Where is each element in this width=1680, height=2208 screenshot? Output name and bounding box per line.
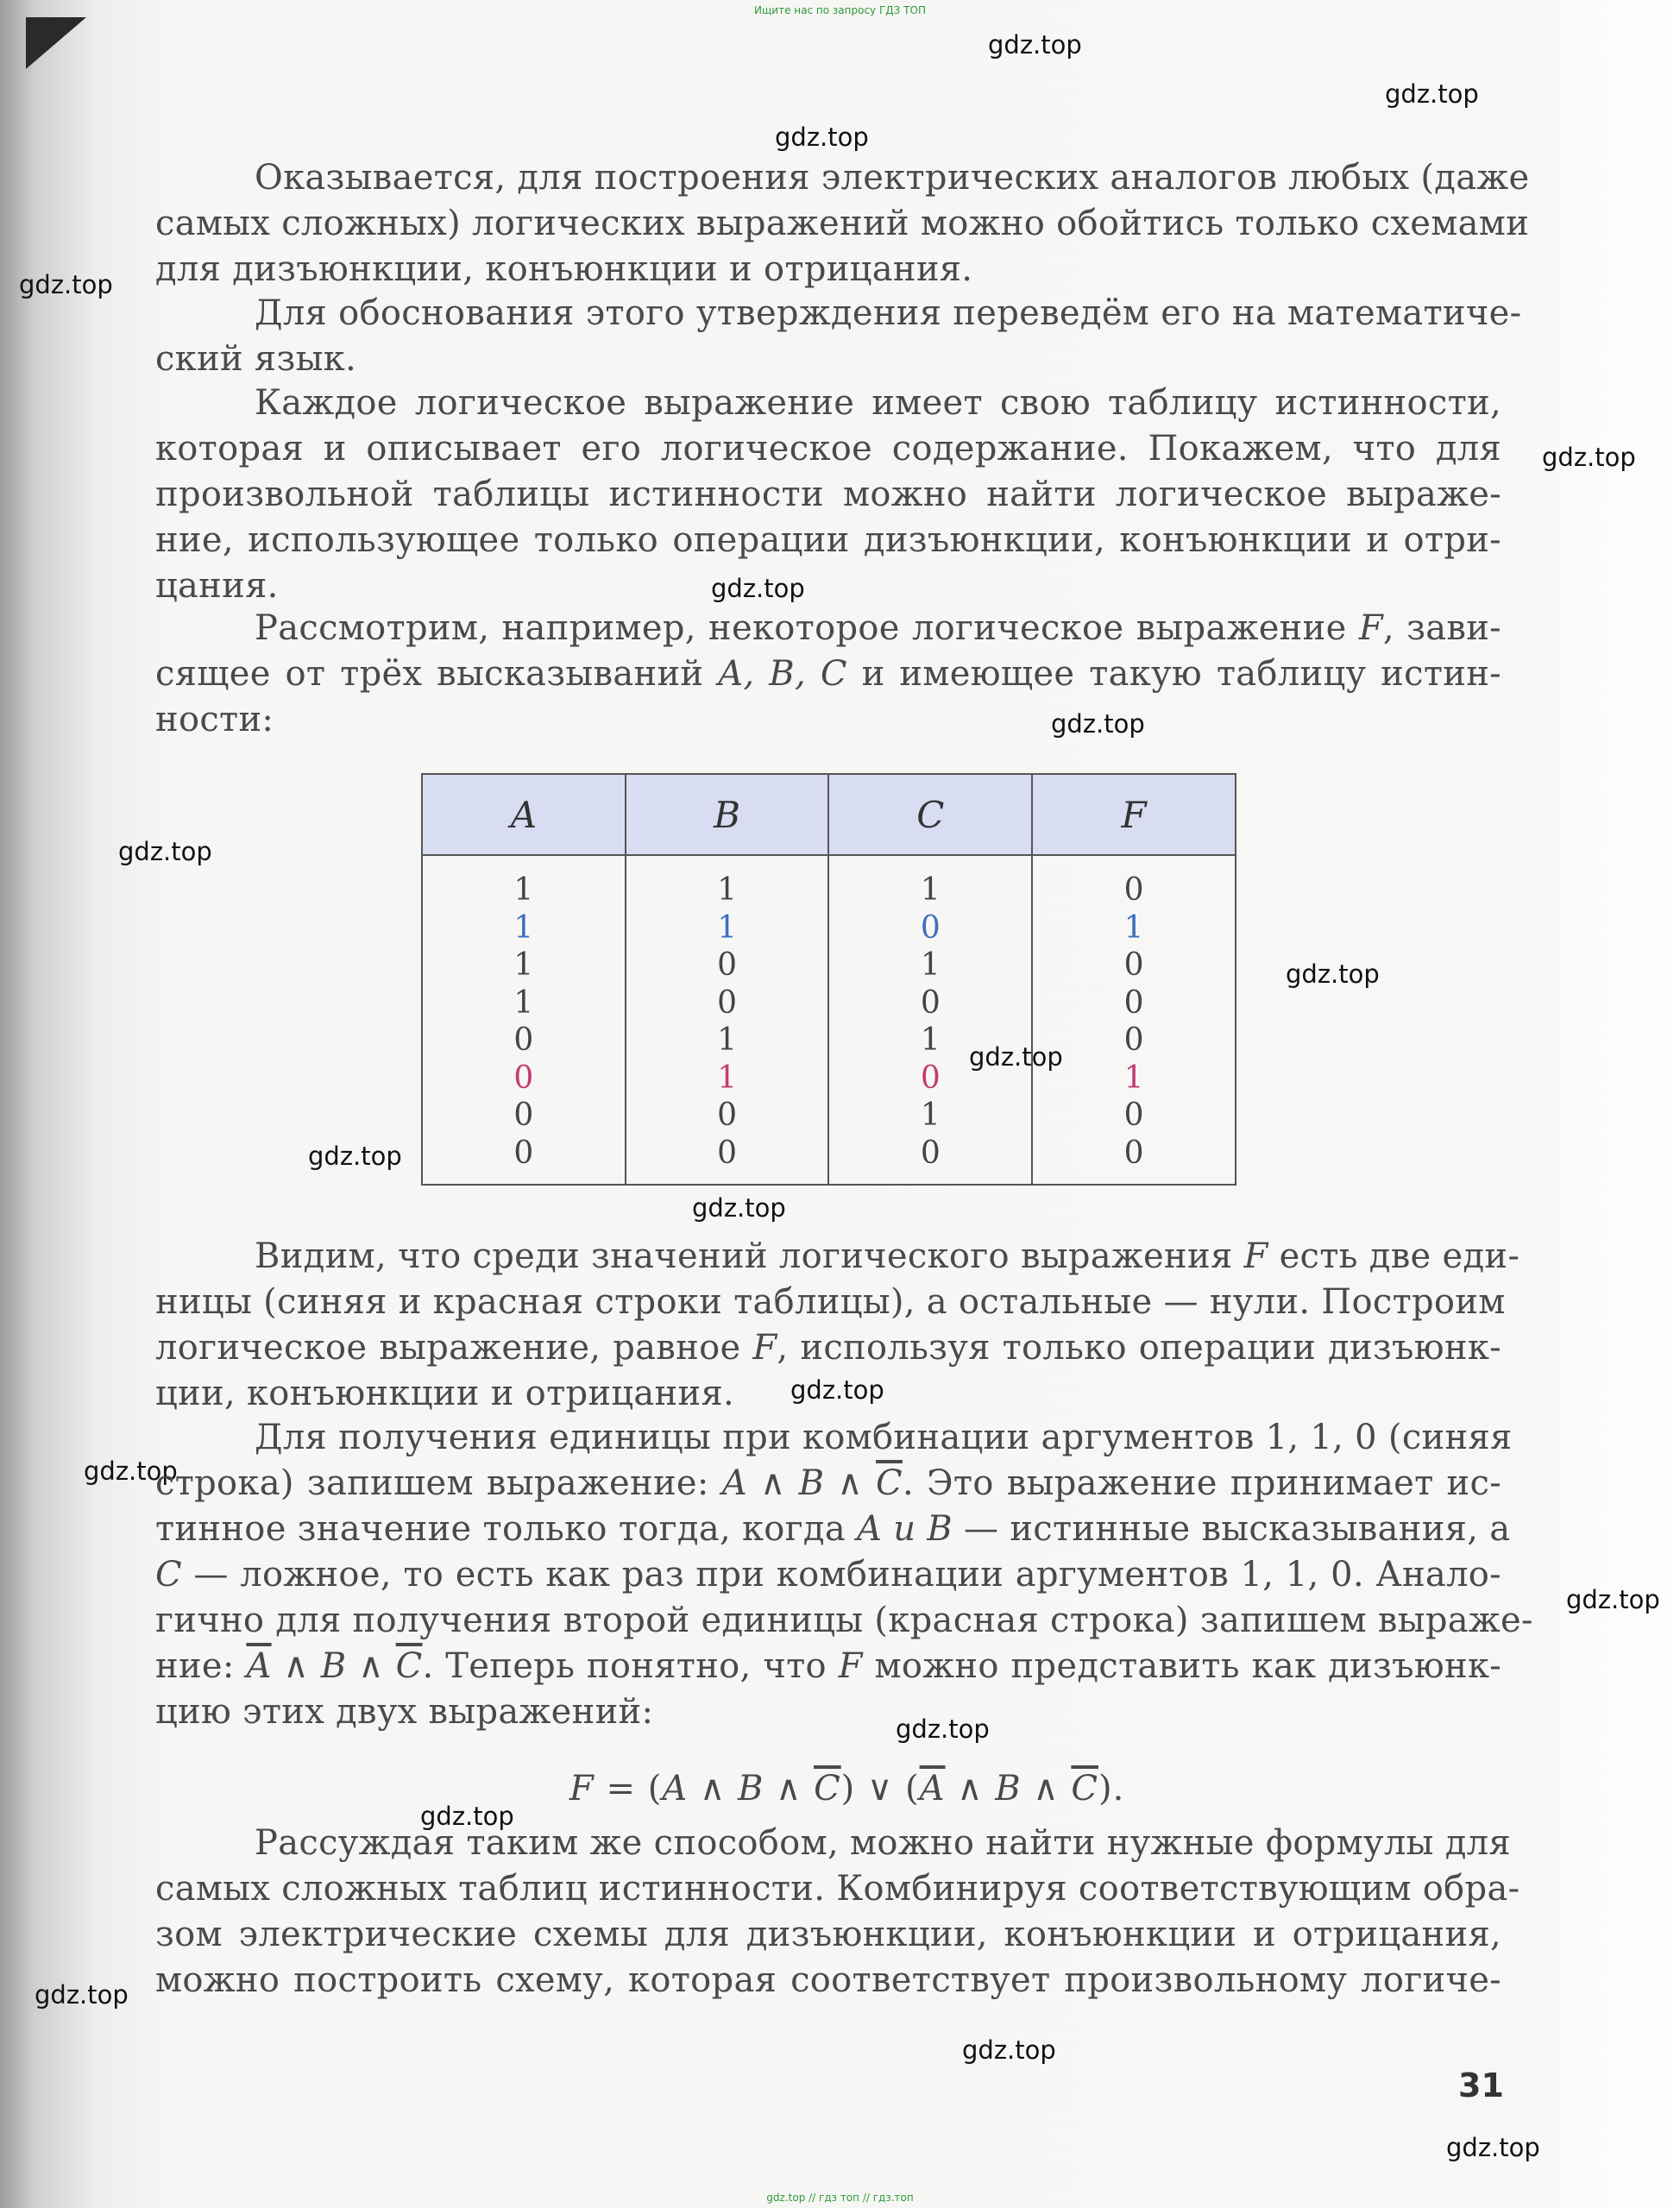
text-line: Для получения единицы при комбинации аргументов 1, 1, 0 (синяя [255, 1418, 1513, 1457]
table-cell: 1 [513, 909, 534, 946]
table-cell: 0 [717, 984, 738, 1021]
text-line: произвольной таблицы истинности можно найти логическое выраже- [155, 475, 1501, 514]
column-b-values [626, 855, 829, 1185]
header-c: C [828, 774, 1032, 855]
text-line: самых сложных таблиц истинности. Комбинируя соответствующим обра- [155, 1869, 1520, 1909]
text-line: ский язык. [155, 339, 357, 379]
text-line: цания. [155, 566, 279, 606]
table-cell: 0 [717, 1098, 738, 1133]
watermark: gdz.top [308, 1142, 402, 1171]
text-line: Оказывается, для построения электрических аналогов любых (даже [255, 158, 1530, 198]
text-line: ние: $\overline{A}$ ∧ B ∧ $\overline{C}$. Теперь понятно, что F можно представить как дизъюнк- [155, 1646, 1502, 1686]
table-cell: 1 [513, 947, 534, 983]
text-line: самых сложных) логических выражений можно обойтись только схемами [155, 204, 1530, 243]
formula: F = (A ∧ B ∧ $\overline{C}$) ∨ ($\overline{A}$ ∧ B ∧ $\overline{C}$). [569, 1769, 1125, 1809]
table-cell: 0 [1123, 872, 1144, 908]
table-cell: 1 [513, 872, 534, 908]
watermark: gdz.top [1446, 2133, 1540, 2162]
watermark: gdz.top [896, 1714, 990, 1744]
column-c-values [828, 855, 1032, 1185]
text-line: можно построить схему, которая соответствует произвольному логиче- [155, 1960, 1501, 2000]
watermark: gdz.top [775, 123, 869, 152]
text-line: Видим, что среди значений логического выражения F есть две еди- [255, 1236, 1520, 1276]
table-cell: 0 [1123, 1022, 1144, 1058]
text-line: цию этих двух выражений: [155, 1692, 654, 1732]
table-cell: 0 [513, 1135, 534, 1171]
text-line: Рассмотрим, например, некоторое логическое выражение F, зави- [255, 608, 1501, 648]
watermark: gdz.top [1051, 709, 1145, 739]
table-cell: 0 [513, 1098, 534, 1133]
text-line: строка) запишем выражение: A ∧ B ∧ $\overline{C}$. Это выражение принимает ис- [155, 1463, 1502, 1503]
watermark: gdz.top [988, 30, 1082, 60]
watermark: gdz.top [35, 1980, 129, 2010]
table-cell: 0 [513, 1060, 534, 1096]
table-cell: 0 [717, 1135, 738, 1171]
table-cell: 0 [1123, 984, 1144, 1021]
table-cell: 1 [717, 1022, 738, 1058]
watermark: gdz.top [1286, 959, 1380, 989]
table-cell: 1 [717, 872, 738, 908]
header-a: A [422, 774, 626, 855]
table-cell: 0 [1123, 947, 1144, 983]
text-line: для дизъюнкции, конъюнкции и отрицания. [155, 249, 973, 289]
paragraph-7 [155, 1821, 1520, 2004]
header-b: B [626, 774, 829, 855]
header-note: Ищите нас по запросу ГДЗ ТОП [754, 4, 926, 16]
table-cell: 0 [920, 1060, 941, 1096]
watermark: gdz.top [969, 1042, 1063, 1072]
table-cell: 1 [717, 909, 738, 946]
table-cell: 1 [1123, 1060, 1144, 1096]
table-cell: 1 [920, 1098, 941, 1133]
column-a-values [422, 855, 626, 1185]
text-line: логическое выражение, равное F, используя только операции дизъюнк- [155, 1328, 1501, 1368]
watermark: gdz.top [1542, 443, 1636, 472]
watermark: gdz.top [1566, 1585, 1660, 1614]
text-line: ности: [155, 700, 274, 739]
text-line: Каждое логическое выражение имеет свою таблицу истинности, [255, 383, 1501, 423]
table-cell: 1 [920, 872, 941, 908]
watermark: gdz.top [19, 270, 113, 299]
table-cell: 0 [920, 909, 941, 946]
text-line: сящее от трёх высказываний A, B, C и имеющее такую таблицу истин- [155, 654, 1501, 694]
truth-table [421, 773, 1236, 1186]
table-cell: 1 [920, 1022, 941, 1058]
watermark: gdz.top [692, 1193, 786, 1223]
column-f-values [1032, 855, 1236, 1185]
header-f: F [1032, 774, 1236, 855]
watermark: gdz.top [84, 1456, 178, 1486]
table-cell: 0 [1123, 1098, 1144, 1133]
table-cell: 0 [513, 1022, 534, 1058]
paragraph-6 [155, 1415, 1533, 1735]
page-number: 31 [1458, 2066, 1504, 2104]
watermark: gdz.top [962, 2035, 1056, 2065]
table-cell: 0 [1123, 1135, 1144, 1171]
text-line: Для обоснования этого утверждения переведём его на математиче- [255, 293, 1522, 333]
text-line: Рассуждая таким же способом, можно найти нужные формулы для [255, 1823, 1511, 1863]
paragraph-2 [155, 291, 1522, 382]
paragraph-3 [155, 381, 1501, 609]
text-line: которая и описывает его логическое содержание. Покажем, что для [155, 429, 1501, 469]
text-line: ницы (синяя и красная строки таблицы), а остальные — нули. Построим [155, 1282, 1506, 1322]
table-cell: 0 [920, 1135, 941, 1171]
text-line: тинное значение только тогда, когда A и B — истинные высказывания, а [155, 1509, 1511, 1549]
text-line: ции, конъюнкции и отрицания. [155, 1374, 734, 1413]
footer-note: gdz.top // гдз топ // гдз.топ [766, 2192, 914, 2204]
text-line: C — ложное, то есть как раз при комбинации аргументов 1, 1, 0. Анало- [155, 1555, 1501, 1595]
table-cell: 0 [717, 947, 738, 983]
table-cell: 1 [1123, 909, 1144, 946]
watermark: gdz.top [711, 574, 805, 603]
watermark: gdz.top [1385, 79, 1479, 109]
paragraph-5 [155, 1234, 1520, 1417]
table-cell: 1 [513, 984, 534, 1021]
paragraph-1 [155, 155, 1530, 293]
watermark: gdz.top [118, 837, 212, 866]
table-cell: 1 [717, 1060, 738, 1096]
text-line: гично для получения второй единицы (красная строка) запишем выраже- [155, 1601, 1533, 1640]
text-line: ние, использующее только операции дизъюнкции, конъюнкции и отри- [155, 520, 1501, 560]
page-corner-shadow [26, 17, 86, 69]
paragraph-4 [155, 606, 1501, 743]
table-cell: 0 [920, 984, 941, 1021]
table-cell: 1 [920, 947, 941, 983]
text-line: зом электрические схемы для дизъюнкции, конъюнкции и отрицания, [155, 1915, 1501, 1954]
watermark: gdz.top [790, 1375, 884, 1405]
watermark: gdz.top [420, 1802, 514, 1831]
